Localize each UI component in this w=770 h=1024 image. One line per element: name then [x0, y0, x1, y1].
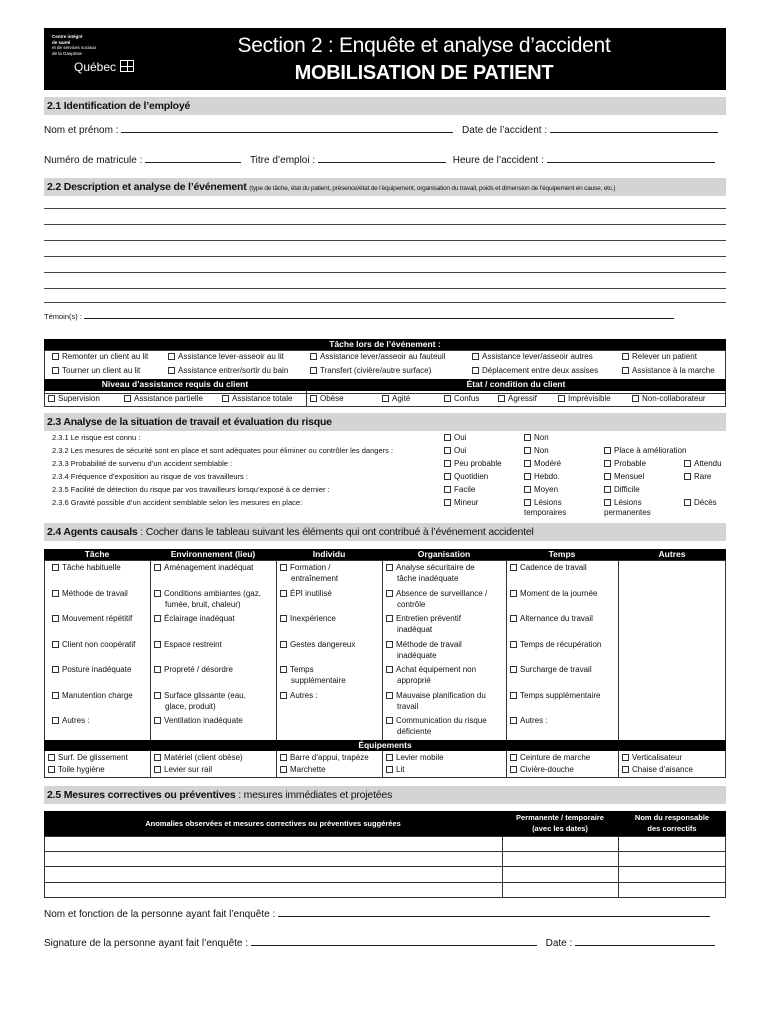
- ciusss-logo: [52, 34, 162, 82]
- agent-item[interactable]: Achat équipement non: [386, 665, 476, 675]
- risk-option[interactable]: Mineur: [444, 498, 478, 508]
- logo-line: de santé: [52, 39, 71, 45]
- checkbox-icon[interactable]: [154, 641, 161, 648]
- checkbox-icon[interactable]: [168, 353, 175, 360]
- agent-item[interactable]: Client non coopératif: [52, 640, 135, 650]
- checkbox-icon[interactable]: [386, 717, 393, 724]
- description-line[interactable]: [44, 240, 726, 241]
- section-2-1-heading: 2.1 Identification de l’employé: [44, 97, 726, 115]
- section-2-2-subtitle: (type de tâche, état du patient, présence/état de l’équipement, organisation du travail, poids et dimension de l’équipement en cause, etc.): [249, 185, 616, 192]
- agent-item[interactable]: Surcharge de travail: [510, 665, 592, 675]
- checkbox-icon[interactable]: [604, 499, 611, 506]
- checkbox-icon[interactable]: [52, 692, 59, 699]
- quebec-flag-icon: [120, 60, 134, 72]
- equip-item[interactable]: Lit: [386, 765, 404, 775]
- checkbox-icon[interactable]: [444, 460, 451, 467]
- signature-date-label: Date :: [545, 938, 573, 949]
- enqueteur-label: Nom et fonction de la personne ayant fait l’enquête :: [44, 909, 276, 920]
- divider: [150, 751, 151, 778]
- checkbox-icon[interactable]: [472, 367, 479, 374]
- equip-item[interactable]: Surf. De glissement: [48, 753, 128, 763]
- checkbox-icon[interactable]: [154, 590, 161, 597]
- equip-item[interactable]: Verticalisateur: [622, 753, 682, 763]
- tache-evenement-header: Tâche lors de l’événement :: [44, 339, 726, 350]
- checkbox-icon[interactable]: [124, 395, 131, 402]
- equip-item[interactable]: Marchette: [280, 765, 326, 775]
- agent-item[interactable]: Analyse sécuritaire de: [386, 563, 475, 573]
- agent-item[interactable]: Méthode de travail: [52, 589, 128, 599]
- checkbox-icon[interactable]: [444, 473, 451, 480]
- divider: [44, 406, 726, 407]
- etat-item[interactable]: Obèse: [310, 394, 344, 404]
- divider: [382, 560, 383, 740]
- checkbox-icon[interactable]: [510, 692, 517, 699]
- col-environnement: Environnement (lieu): [170, 549, 256, 559]
- agent-item[interactable]: Éclairage inadéquat: [154, 614, 235, 624]
- matricule-row: [44, 154, 715, 166]
- description-line[interactable]: [44, 208, 726, 209]
- checkbox-icon[interactable]: [524, 473, 531, 480]
- checkbox-icon[interactable]: [48, 766, 55, 773]
- checkbox-icon[interactable]: [280, 766, 287, 773]
- risk-option[interactable]: Modéré: [524, 459, 561, 469]
- etat-header: État / condition du client: [466, 379, 566, 389]
- agent-item[interactable]: Autres :: [280, 691, 318, 701]
- risk-question: 2.3.6 Gravité possible d’un accident semblable selon les mesures en place:: [52, 498, 303, 507]
- description-line[interactable]: [44, 224, 726, 225]
- checkbox-icon[interactable]: [510, 717, 517, 724]
- heure-field[interactable]: [547, 154, 715, 163]
- equipements-header: Équipements: [44, 740, 726, 751]
- checkbox-icon[interactable]: [280, 615, 287, 622]
- agent-item[interactable]: Ventilation inadéquate: [154, 716, 243, 726]
- risk-option[interactable]: Attendu: [684, 459, 722, 469]
- divider: [506, 560, 507, 740]
- checkbox-icon[interactable]: [510, 590, 517, 597]
- col-permanente-dates: (avec les dates): [532, 824, 588, 833]
- checkbox-icon[interactable]: [558, 395, 565, 402]
- divider: [618, 560, 619, 740]
- agent-item[interactable]: Absence de surveillance /: [386, 589, 487, 599]
- description-line[interactable]: [44, 288, 726, 289]
- agent-item-cont: travail: [397, 702, 419, 711]
- divider: [276, 751, 277, 778]
- checkbox-icon[interactable]: [524, 460, 531, 467]
- agent-item[interactable]: Alternance du travail: [510, 614, 593, 624]
- checkbox-icon[interactable]: [510, 615, 517, 622]
- temoin-field[interactable]: [84, 312, 674, 319]
- checkbox-icon[interactable]: [498, 395, 505, 402]
- etat-item[interactable]: Agité: [382, 394, 410, 404]
- checkbox-icon[interactable]: [386, 692, 393, 699]
- agent-item[interactable]: Formation /: [280, 563, 330, 573]
- agent-item[interactable]: Posture inadéquate: [52, 665, 131, 675]
- checkbox-icon[interactable]: [280, 692, 287, 699]
- risk-option[interactable]: Décès: [684, 498, 717, 508]
- date-field[interactable]: [550, 124, 718, 133]
- logo-line: Centre intégré: [52, 34, 83, 39]
- risk-option[interactable]: Hebdo.: [524, 472, 560, 482]
- agent-item[interactable]: Communication du risque: [386, 716, 487, 726]
- date-label: Date de l’accident :: [462, 125, 548, 136]
- checkbox-icon[interactable]: [386, 754, 393, 761]
- risk-option[interactable]: Rare: [684, 472, 711, 482]
- checkbox-icon[interactable]: [154, 564, 161, 571]
- divider: [618, 836, 619, 898]
- equip-item[interactable]: Ceinture de marche: [510, 753, 590, 763]
- equip-item[interactable]: Civière-douche: [510, 765, 574, 775]
- col-autres: Autres: [658, 549, 686, 559]
- checkbox-icon[interactable]: [222, 395, 229, 402]
- form-header: [44, 28, 726, 90]
- description-line[interactable]: [44, 302, 726, 303]
- agent-item[interactable]: Manutention charge: [52, 691, 133, 701]
- col-organisation: Organisation: [417, 549, 471, 559]
- checkbox-icon[interactable]: [604, 473, 611, 480]
- checkbox-icon[interactable]: [386, 666, 393, 673]
- checkbox-icon[interactable]: [52, 641, 59, 648]
- niveau-item[interactable]: Supervision: [48, 394, 100, 404]
- tache-item[interactable]: Tourner un client au lit: [52, 366, 140, 376]
- checkbox-icon[interactable]: [604, 486, 611, 493]
- checkbox-icon[interactable]: [524, 486, 531, 493]
- tache-item[interactable]: Remonter un client au lit: [52, 352, 148, 362]
- checkbox-icon[interactable]: [472, 353, 479, 360]
- risk-option[interactable]: Quotidien: [444, 472, 488, 482]
- agent-item[interactable]: Mouvement répétitif: [52, 614, 132, 624]
- checkbox-icon[interactable]: [154, 754, 161, 761]
- equip-item[interactable]: Levier mobile: [386, 753, 444, 763]
- tache-item[interactable]: Assistance lever-asseoir au lit: [168, 352, 284, 362]
- risk-option[interactable]: Probable: [604, 459, 646, 469]
- agent-item[interactable]: Méthode de travail: [386, 640, 462, 650]
- checkbox-icon[interactable]: [604, 447, 611, 454]
- checkbox-icon[interactable]: [622, 766, 629, 773]
- checkbox-icon[interactable]: [154, 766, 161, 773]
- checkbox-icon[interactable]: [48, 395, 55, 402]
- logo-line: et de services sociaux: [52, 45, 97, 50]
- agent-item[interactable]: Entretien préventif: [386, 614, 461, 624]
- checkbox-icon[interactable]: [386, 564, 393, 571]
- risk-question: 2.3.5 Facilité de détection du risque par vos travailleurs lorsqu’exposé à ce dernier :: [52, 485, 330, 494]
- risk-question: 2.3.4 Fréquence d’exposition au risque de vos travailleurs :: [52, 472, 248, 481]
- col-responsable: Nom du responsable: [634, 813, 710, 822]
- risk-question: 2.3.2 Les mesures de sécurité sont en place et sont adéquates pour éliminer ou contrôler les dangers :: [52, 446, 394, 455]
- agent-item[interactable]: Tâche habituelle: [52, 563, 121, 573]
- tache-item[interactable]: Assistance à la marche: [622, 366, 715, 376]
- heure-label: Heure de l’accident :: [452, 155, 544, 166]
- checkbox-icon[interactable]: [386, 766, 393, 773]
- checkbox-icon[interactable]: [632, 395, 639, 402]
- description-line[interactable]: [44, 256, 726, 257]
- checkbox-icon[interactable]: [386, 590, 393, 597]
- checkbox-icon[interactable]: [510, 666, 517, 673]
- divider: [44, 391, 45, 406]
- equip-item[interactable]: Barre d’appui, trapèze: [280, 753, 369, 763]
- risk-option[interactable]: Peu probable: [444, 459, 502, 469]
- nom-field[interactable]: [121, 124, 453, 133]
- risk-option[interactable]: Moyen: [524, 485, 558, 495]
- checkbox-icon[interactable]: [386, 615, 393, 622]
- checkbox-icon[interactable]: [444, 434, 451, 441]
- risk-option[interactable]: Oui: [444, 446, 466, 456]
- agent-item[interactable]: Inexpérience: [280, 614, 336, 624]
- tache-item[interactable]: Transfert (civière/autre surface): [310, 366, 431, 376]
- checkbox-icon[interactable]: [280, 564, 287, 571]
- risk-option[interactable]: Mensuel: [604, 472, 644, 482]
- checkbox-icon[interactable]: [52, 615, 59, 622]
- temoin-label: Témoin(s) :: [44, 312, 82, 321]
- tache-item[interactable]: Assistance lever/asseoir autres: [472, 352, 593, 362]
- section-2-5-heading: [44, 786, 726, 804]
- divider: [150, 560, 151, 740]
- etat-item[interactable]: Confus: [444, 394, 479, 404]
- checkbox-icon[interactable]: [52, 590, 59, 597]
- agent-item[interactable]: Autres :: [510, 716, 548, 726]
- checkbox-icon[interactable]: [524, 499, 531, 506]
- section-2-2-title: 2.2 Description et analyse de l’événement: [47, 181, 247, 193]
- signature-field[interactable]: [251, 937, 537, 946]
- col-temps: Temps: [548, 549, 576, 559]
- checkbox-icon[interactable]: [48, 754, 55, 761]
- matricule-label: Numéro de matricule :: [44, 155, 143, 166]
- divider: [306, 391, 307, 406]
- etat-item[interactable]: Agressif: [498, 394, 537, 404]
- checkbox-icon[interactable]: [622, 754, 629, 761]
- equip-item[interactable]: Chaise d’aisance: [622, 765, 693, 775]
- agent-item-cont: approprié: [397, 676, 431, 685]
- risk-option[interactable]: Facile: [444, 485, 475, 495]
- equip-item[interactable]: Matériel (client obèse): [154, 753, 243, 763]
- checkbox-icon[interactable]: [510, 766, 517, 773]
- checkbox-icon[interactable]: [684, 473, 691, 480]
- checkbox-icon[interactable]: [444, 499, 451, 506]
- agent-item[interactable]: Temps supplémentaire: [510, 691, 600, 701]
- matricule-field[interactable]: [145, 154, 241, 163]
- checkbox-icon[interactable]: [154, 692, 161, 699]
- agent-item[interactable]: Autres :: [52, 716, 90, 726]
- risk-question: 2.3.3 Probabilité de survenu d’un accident semblable :: [52, 459, 233, 468]
- checkbox-icon[interactable]: [154, 717, 161, 724]
- tache-item[interactable]: Déplacement entre deux assises: [472, 366, 598, 376]
- checkbox-icon[interactable]: [444, 486, 451, 493]
- equip-item[interactable]: Levier sur rail: [154, 765, 212, 775]
- divider: [506, 751, 507, 778]
- checkbox-icon[interactable]: [510, 754, 517, 761]
- risk-option[interactable]: Lésions temporaires: [524, 498, 567, 517]
- agent-item[interactable]: Moment de la journée: [510, 589, 597, 599]
- divider: [44, 882, 726, 883]
- divider: [725, 391, 726, 406]
- divider: [502, 836, 503, 898]
- form-title: MOBILISATION DE PATIENT: [294, 62, 554, 84]
- agent-item-cont: glace, produit): [165, 702, 216, 711]
- enqueteur-row: [44, 908, 710, 920]
- checkbox-icon[interactable]: [310, 367, 317, 374]
- checkbox-icon[interactable]: [52, 367, 59, 374]
- agent-item[interactable]: Mauvaise planification du: [386, 691, 486, 701]
- checkbox-icon[interactable]: [510, 564, 517, 571]
- checkbox-icon[interactable]: [622, 367, 629, 374]
- agent-item[interactable]: Gestes dangereux: [280, 640, 355, 650]
- agent-item-cont: fumée, bruit, chaleur): [165, 600, 241, 609]
- agent-item-cont: supplémentaire: [291, 676, 346, 685]
- etat-item[interactable]: Imprévisible: [558, 394, 611, 404]
- agent-item-cont: contrôle: [397, 600, 426, 609]
- etat-item[interactable]: Non-collaborateur: [632, 394, 706, 404]
- agent-item-cont: tâche inadéquate: [397, 574, 459, 583]
- agent-item-cont: inadéquate: [397, 651, 437, 660]
- tache-item[interactable]: Assistance entrer/sortir du bain: [168, 366, 288, 376]
- logo-line: de la Gaspésie: [52, 50, 83, 56]
- checkbox-icon[interactable]: [510, 641, 517, 648]
- checkbox-icon[interactable]: [524, 447, 531, 454]
- section-2-4-title: 2.4 Agents causals: [47, 526, 138, 538]
- agent-item[interactable]: Cadence de travail: [510, 563, 587, 573]
- section-2-2-heading: [44, 178, 726, 196]
- checkbox-icon[interactable]: [168, 367, 175, 374]
- checkbox-icon[interactable]: [52, 353, 59, 360]
- agent-item[interactable]: Conditions ambiantes (gaz,: [154, 589, 261, 599]
- section-title: Section 2 : Enquête et analyse d’accident: [237, 34, 611, 57]
- nom-row: [44, 124, 718, 136]
- divider: [276, 560, 277, 740]
- agent-item[interactable]: Aménagement inadéquat: [154, 563, 253, 573]
- nom-label: Nom et prénom :: [44, 125, 119, 136]
- titre-label: Titre d’emploi :: [249, 155, 316, 166]
- titre-field[interactable]: [318, 154, 446, 163]
- risk-option[interactable]: Lésions permanentes: [604, 498, 651, 517]
- agent-item[interactable]: Surface glissante (eau,: [154, 691, 246, 701]
- temoin-row: [44, 312, 674, 321]
- checkbox-icon[interactable]: [280, 590, 287, 597]
- section-2-4-subtitle: : Cocher dans le tableau suivant les éléments qui ont contribué à l’événement accidentel: [137, 526, 534, 538]
- checkbox-icon[interactable]: [524, 434, 531, 441]
- checkbox-icon[interactable]: [386, 641, 393, 648]
- tache-item[interactable]: Assistance lever/asseoir au fauteuil: [310, 352, 445, 362]
- col-responsable-2: des correctifs: [647, 824, 697, 833]
- agent-item[interactable]: Espace restreint: [154, 640, 222, 650]
- checkbox-icon[interactable]: [280, 641, 287, 648]
- checkbox-icon[interactable]: [154, 615, 161, 622]
- checkbox-icon[interactable]: [622, 353, 629, 360]
- agent-item-cont: inadéquat: [397, 625, 433, 634]
- agent-item-cont: entraînement: [291, 574, 339, 583]
- risk-option[interactable]: Non: [524, 446, 549, 456]
- niveau-item[interactable]: Assistance partielle: [124, 394, 203, 404]
- section-2-5-title: 2.5 Mesures correctives ou préventives: [47, 789, 236, 801]
- tache-item[interactable]: Relever un patient: [622, 352, 697, 362]
- checkbox-icon[interactable]: [444, 447, 451, 454]
- risk-question: 2.3.1 Le risque est connu :: [52, 433, 141, 442]
- agent-item-cont: déficiente: [397, 727, 432, 736]
- risk-option[interactable]: Oui: [444, 433, 466, 443]
- divider: [44, 866, 726, 867]
- checkbox-icon[interactable]: [444, 395, 451, 402]
- agent-item[interactable]: ÉPI inutilisé: [280, 589, 332, 599]
- col-anomalies: Anomalies observées et mesures correctives ou préventives suggérées: [145, 819, 401, 828]
- section-2-3-heading: 2.3 Analyse de la situation de travail et évaluation du risque: [44, 413, 726, 431]
- checkbox-icon[interactable]: [382, 395, 389, 402]
- equip-item[interactable]: Toile hygiène: [48, 765, 105, 775]
- checkbox-icon[interactable]: [684, 460, 691, 467]
- risk-option[interactable]: Non: [524, 433, 549, 443]
- niveau-header: Niveau d’assistance requis du client: [101, 379, 249, 389]
- risk-option[interactable]: Difficile: [604, 485, 640, 495]
- signature-label: Signature de la personne ayant fait l’enquête :: [44, 938, 249, 949]
- quebec-wordmark: Québec: [74, 60, 117, 74]
- description-line[interactable]: [44, 272, 726, 273]
- divider: [382, 751, 383, 778]
- mesures-table[interactable]: [44, 836, 726, 898]
- checkbox-icon[interactable]: [280, 754, 287, 761]
- checkbox-icon[interactable]: [52, 564, 59, 571]
- checkbox-icon[interactable]: [604, 460, 611, 467]
- col-permanente: Permanente / temporaire: [516, 813, 604, 822]
- col-individu: Individu: [312, 549, 346, 559]
- agent-item[interactable]: Temps de récupération: [510, 640, 601, 650]
- niveau-item[interactable]: Assistance totale: [222, 394, 292, 404]
- divider: [44, 851, 726, 852]
- signature-date-field[interactable]: [575, 937, 715, 946]
- section-2-5-subtitle: : mesures immédiates et projetées: [235, 789, 393, 801]
- divider: [618, 751, 619, 778]
- risk-option[interactable]: Place à amélioration: [604, 446, 686, 456]
- checkbox-icon[interactable]: [280, 666, 287, 673]
- checkbox-icon[interactable]: [310, 395, 317, 402]
- agent-item[interactable]: Propreté / désordre: [154, 665, 233, 675]
- checkbox-icon[interactable]: [310, 353, 317, 360]
- checkbox-icon[interactable]: [154, 666, 161, 673]
- section-2-4-heading: [44, 523, 726, 541]
- checkbox-icon[interactable]: [52, 666, 59, 673]
- col-tache: Tâche: [84, 549, 110, 559]
- checkbox-icon[interactable]: [52, 717, 59, 724]
- agent-item[interactable]: Temps: [280, 665, 314, 675]
- enqueteur-field[interactable]: [278, 908, 710, 917]
- checkbox-icon[interactable]: [684, 499, 691, 506]
- signature-row: [44, 937, 715, 949]
